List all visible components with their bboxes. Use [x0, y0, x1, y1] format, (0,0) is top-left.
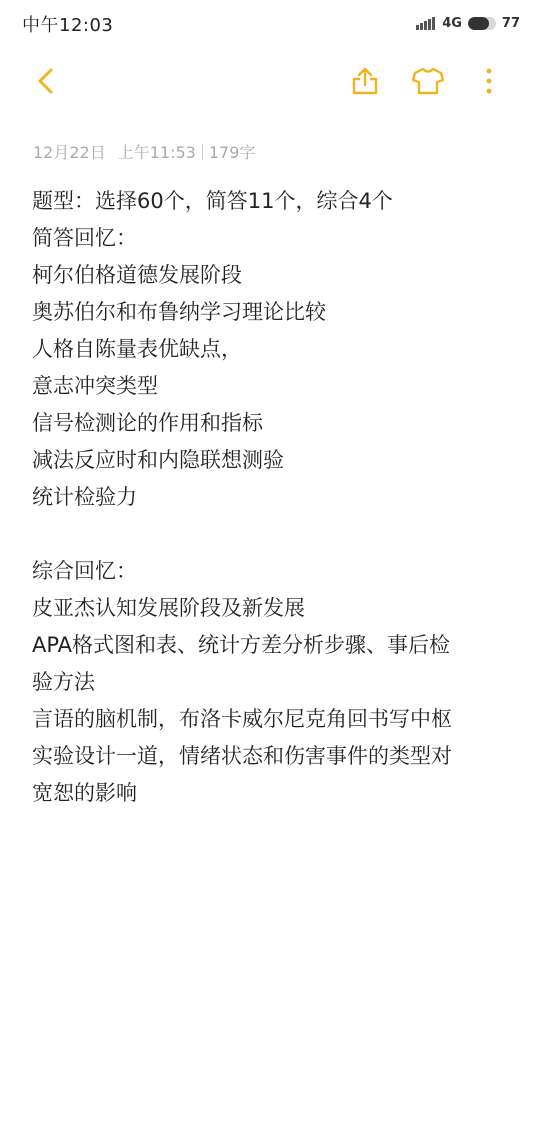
note-line: 意志冲突类型	[32, 374, 158, 398]
note-line: 信号检测论的作用和指标	[32, 411, 263, 435]
share-icon	[350, 66, 380, 96]
note-line: 实验设计一道，情绪状态和伤害事件的类型对	[32, 744, 452, 768]
note-line: 简答回忆：	[32, 226, 137, 250]
battery-level: 77	[501, 15, 520, 31]
note-toolbar	[0, 56, 540, 106]
note-line: 题型：选择60个，简答11个，综合4个	[32, 189, 393, 213]
note-line: 减法反应时和内隐联想测验	[32, 448, 284, 472]
note-line: 柯尔伯格道德发展阶段	[32, 263, 242, 287]
note-line: 皮亚杰认知发展阶段及新发展	[32, 596, 305, 620]
meta-divider	[202, 144, 203, 160]
back-chevron-icon	[34, 67, 58, 95]
note-line: 综合回忆：	[32, 559, 137, 583]
battery-icon	[468, 17, 496, 30]
signal-strength-icon	[416, 16, 436, 30]
back-button[interactable]	[26, 61, 66, 101]
note-line: 奥苏伯尔和布鲁纳学习理论比较	[32, 300, 326, 324]
note-line: 验方法	[32, 670, 95, 694]
note-line: 统计检验力	[32, 485, 137, 509]
status-indicators	[416, 13, 520, 33]
battery-fill	[468, 17, 490, 30]
note-line: APA格式图和表、统计方差分析步骤、事后检	[32, 633, 451, 657]
note-date: 12月22日	[33, 143, 106, 162]
theme-button[interactable]	[408, 61, 448, 101]
note-time: 上午11:53	[117, 143, 196, 162]
share-button[interactable]	[345, 61, 385, 101]
note-line: 宽恕的影响	[32, 781, 137, 805]
note-word-count: 179字	[208, 143, 256, 162]
status-bar	[0, 0, 540, 46]
status-time: 中午12:03	[22, 15, 114, 36]
note-line	[32, 516, 512, 553]
more-vertical-icon	[484, 67, 494, 95]
network-type-label: 4G	[442, 15, 462, 31]
note-meta	[33, 140, 255, 163]
tshirt-icon	[411, 66, 445, 96]
note-line: 人格自陈量表优缺点，	[32, 337, 242, 361]
note-line: 言语的脑机制，布洛卡威尔尼克角回书写中枢	[32, 707, 452, 731]
note-content[interactable]	[32, 183, 512, 812]
more-button[interactable]	[469, 61, 509, 101]
